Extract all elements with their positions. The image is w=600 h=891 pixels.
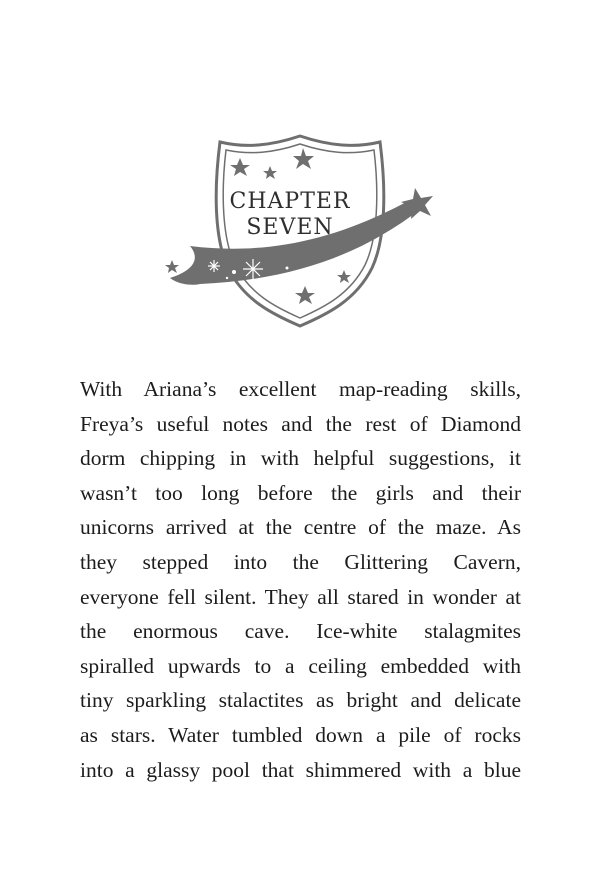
- chapter-number: SEVEN: [246, 215, 334, 240]
- text-line: dorm chipping in with helpful suggestions, it: [80, 446, 521, 471]
- text-line: everyone fell silent. They all stared in wonder at: [80, 584, 521, 609]
- text-line: as stars. Water tumbled down a pile of rocks: [80, 722, 521, 747]
- chapter-label: CHAPTER: [229, 189, 351, 214]
- text-line: Freya’s useful notes and the rest of Diamond: [80, 411, 521, 436]
- sparkle-dot: [232, 270, 236, 274]
- text-line: tiny sparkling stalactites as bright and delicate: [80, 688, 521, 713]
- text-line: they stepped into the Glittering Cavern,: [80, 549, 521, 574]
- text-line: With Ariana’s excellent map-reading skills,: [80, 377, 521, 401]
- text-line: the enormous cave. Ice-white stalagmites: [80, 619, 521, 644]
- text-line: unicorns arrived at the centre of the maze. As: [80, 515, 521, 540]
- text-line: wasn’t too long before the girls and their: [80, 480, 521, 505]
- chapter-body-text: [80, 372, 521, 787]
- sparkle-dot: [286, 267, 289, 270]
- star-icon: [165, 260, 179, 273]
- text-line: spiralled upwards to a ceiling embedded with: [80, 653, 521, 678]
- sparkle-dot: [226, 277, 228, 279]
- shield-icon: [160, 128, 440, 333]
- chapter-badge: [160, 128, 440, 333]
- text-line: into a glassy pool that shimmered with a blue: [80, 757, 521, 782]
- sparkle-icon: [243, 259, 263, 279]
